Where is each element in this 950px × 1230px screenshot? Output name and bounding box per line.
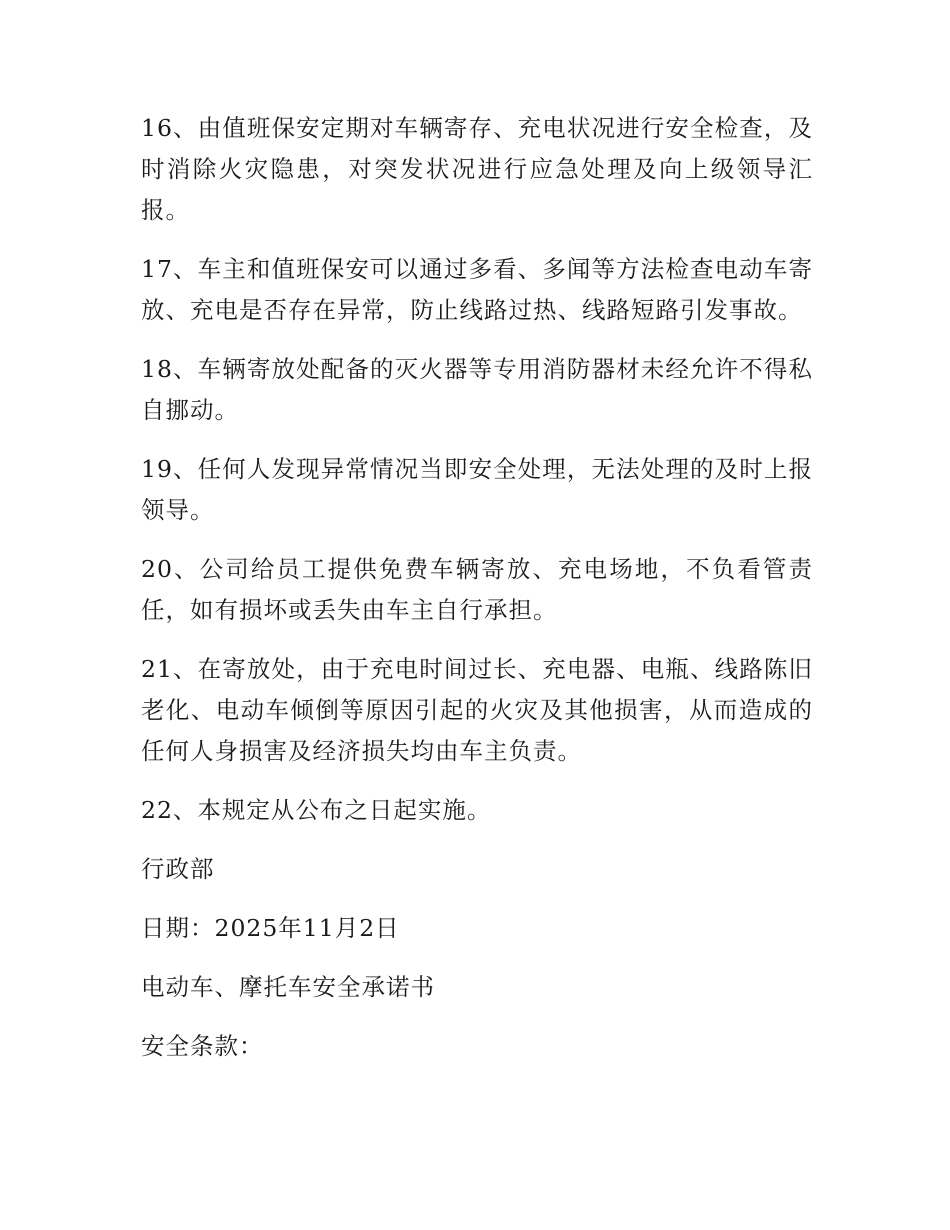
- rule-paragraph-18: 18、车辆寄放处配备的灭火器等专用消防器材未经允许不得私自挪动。: [141, 355, 813, 424]
- section-title: 电动车、摩托车安全承诺书: [141, 973, 435, 1001]
- rule-paragraph-16: 16、由值班保安定期对车辆寄存、充电状况进行安全检查，及时消除火灾隐患，对突发状况进行应急处理及向上级领导汇报。: [141, 114, 813, 224]
- rule-paragraph-17: 17、车主和值班保安可以通过多看、多闻等方法检查电动车寄放、充电是否存在异常，防止线路过热、线路短路引发事故。: [141, 255, 813, 324]
- issue-date: 日期：2025年11月2日: [141, 914, 400, 942]
- document-body: [141, 108, 813, 1067]
- rule-paragraph-19: 19、任何人发现异常情况当即安全处理，无法处理的及时上报领导。: [141, 455, 813, 524]
- rule-paragraph-21: 21、在寄放处，由于充电时间过长、充电器、电瓶、线路陈旧老化、电动车倾倒等原因引起的火灾及其他损害，从而造成的任何人身损害及经济损失均由车主负责。: [141, 655, 813, 765]
- section-subheading: 安全条款：: [141, 1032, 264, 1060]
- issuing-department: 行政部: [141, 855, 215, 883]
- rule-paragraph-22: 22、本规定从公布之日起实施。: [141, 796, 492, 824]
- rule-paragraph-20: 20、公司给员工提供免费车辆寄放、充电场地，不负看管责任，如有损坏或丢失由车主自行承担。: [141, 555, 813, 624]
